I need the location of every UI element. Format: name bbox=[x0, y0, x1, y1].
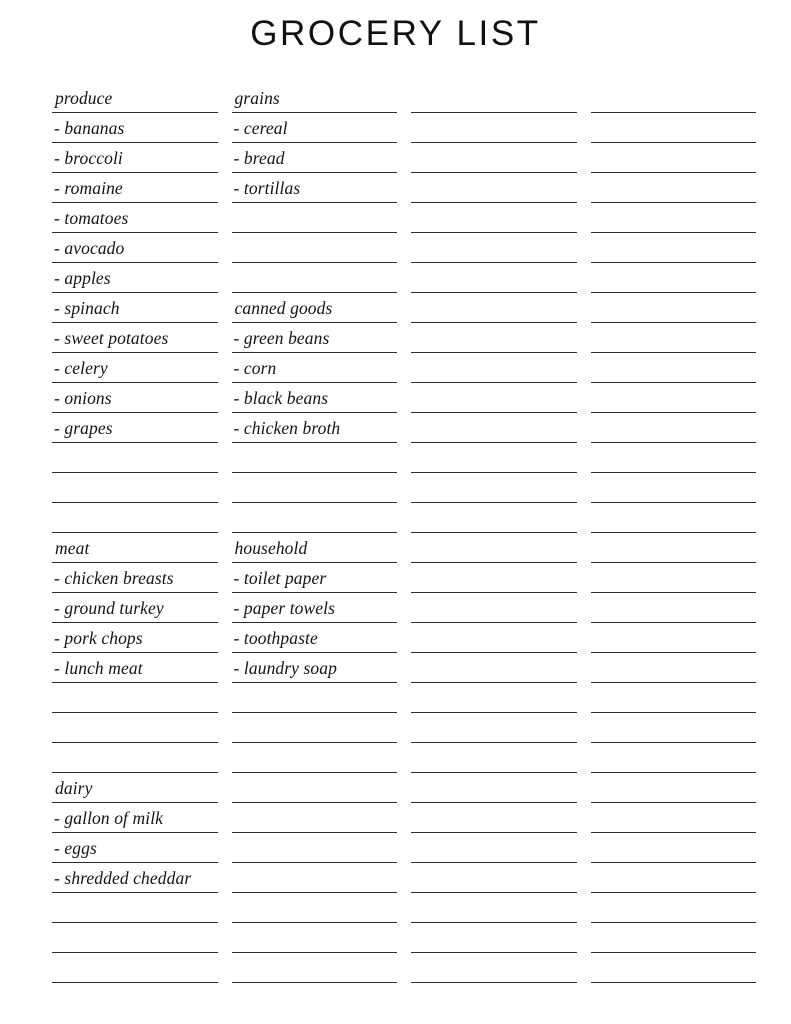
blank-line-row[interactable] bbox=[52, 923, 218, 953]
blank-line-row[interactable] bbox=[411, 413, 577, 443]
blank-line-row[interactable] bbox=[411, 563, 577, 593]
blank-line-row[interactable] bbox=[591, 323, 757, 353]
blank-line-row[interactable] bbox=[411, 383, 577, 413]
list-item-label: - tortillas bbox=[233, 178, 301, 198]
blank-line-row[interactable] bbox=[591, 83, 757, 113]
category-header-label: dairy bbox=[55, 778, 93, 798]
blank-line-row[interactable] bbox=[591, 653, 757, 683]
blank-line-row[interactable] bbox=[411, 323, 577, 353]
list-item-row[interactable] bbox=[232, 593, 398, 623]
list-item-row[interactable] bbox=[232, 143, 398, 173]
blank-line-row[interactable] bbox=[591, 473, 757, 503]
blank-line-row[interactable] bbox=[232, 743, 398, 773]
category-header-row[interactable] bbox=[232, 83, 398, 113]
blank-line-row[interactable] bbox=[411, 713, 577, 743]
page-title: GROCERY LIST bbox=[250, 14, 541, 53]
list-item-row[interactable] bbox=[232, 173, 398, 203]
list-item-label: - broccoli bbox=[54, 148, 123, 168]
list-item-row[interactable] bbox=[52, 113, 218, 143]
category-header-row[interactable] bbox=[232, 293, 398, 323]
blank-line-row[interactable] bbox=[591, 533, 757, 563]
list-item-label: - eggs bbox=[54, 838, 97, 858]
list-item-label: - ground turkey bbox=[54, 598, 164, 618]
category-header-row[interactable] bbox=[52, 773, 218, 803]
blank-line-row[interactable] bbox=[591, 863, 757, 893]
list-columns bbox=[52, 83, 756, 983]
column-4 bbox=[591, 83, 757, 983]
list-item-row[interactable] bbox=[232, 383, 398, 413]
blank-line-row[interactable] bbox=[411, 953, 577, 983]
blank-line-row[interactable] bbox=[411, 593, 577, 623]
blank-line-row[interactable] bbox=[232, 233, 398, 263]
list-item-row[interactable] bbox=[52, 623, 218, 653]
category-header-row[interactable] bbox=[52, 83, 218, 113]
list-item-row[interactable] bbox=[52, 803, 218, 833]
list-item-label: - black beans bbox=[233, 388, 329, 408]
blank-line-row[interactable] bbox=[591, 683, 757, 713]
list-item-row[interactable] bbox=[232, 113, 398, 143]
blank-line-row[interactable] bbox=[591, 803, 757, 833]
blank-line-row[interactable] bbox=[232, 713, 398, 743]
list-item-row[interactable] bbox=[52, 353, 218, 383]
list-item-label: - chicken broth bbox=[233, 418, 341, 438]
list-item-row[interactable] bbox=[232, 413, 398, 443]
blank-line-row[interactable] bbox=[411, 203, 577, 233]
list-item-row[interactable] bbox=[52, 203, 218, 233]
blank-line-row[interactable] bbox=[232, 833, 398, 863]
blank-line-row[interactable] bbox=[232, 863, 398, 893]
blank-line-row[interactable] bbox=[232, 953, 398, 983]
list-item-label: - cereal bbox=[233, 118, 288, 138]
blank-line-row[interactable] bbox=[411, 653, 577, 683]
list-item-row[interactable] bbox=[52, 833, 218, 863]
blank-line-row[interactable] bbox=[591, 713, 757, 743]
blank-line-row[interactable] bbox=[411, 293, 577, 323]
category-header-row[interactable] bbox=[232, 533, 398, 563]
blank-line-row[interactable] bbox=[411, 803, 577, 833]
blank-line-row[interactable] bbox=[411, 863, 577, 893]
blank-line-row[interactable] bbox=[591, 173, 757, 203]
list-item-row[interactable] bbox=[52, 323, 218, 353]
blank-line-row[interactable] bbox=[52, 683, 218, 713]
list-item-row[interactable] bbox=[52, 293, 218, 323]
blank-line-row[interactable] bbox=[232, 923, 398, 953]
blank-line-row[interactable] bbox=[591, 893, 757, 923]
list-item-label: - grapes bbox=[54, 418, 113, 438]
blank-line-row[interactable] bbox=[411, 83, 577, 113]
blank-line-row[interactable] bbox=[591, 743, 757, 773]
blank-line-row[interactable] bbox=[232, 473, 398, 503]
list-item-label: - sweet potatoes bbox=[54, 328, 169, 348]
list-item-row[interactable] bbox=[52, 863, 218, 893]
blank-line-row[interactable] bbox=[411, 113, 577, 143]
list-item-label: - apples bbox=[54, 268, 111, 288]
blank-line-row[interactable] bbox=[591, 593, 757, 623]
blank-line-row[interactable] bbox=[591, 413, 757, 443]
list-item-label: - lunch meat bbox=[54, 658, 143, 678]
list-item-row[interactable] bbox=[52, 263, 218, 293]
blank-line-row[interactable] bbox=[232, 683, 398, 713]
list-item-label: - shredded cheddar bbox=[54, 868, 192, 888]
blank-line-row[interactable] bbox=[52, 743, 218, 773]
blank-line-row[interactable] bbox=[411, 173, 577, 203]
blank-line-row[interactable] bbox=[411, 833, 577, 863]
blank-line-row[interactable] bbox=[411, 443, 577, 473]
list-item-label: - toilet paper bbox=[233, 568, 327, 588]
list-item-label: - bread bbox=[233, 148, 285, 168]
blank-line-row[interactable] bbox=[411, 473, 577, 503]
blank-line-row[interactable] bbox=[411, 773, 577, 803]
blank-line-row[interactable] bbox=[591, 143, 757, 173]
blank-line-row[interactable] bbox=[411, 503, 577, 533]
column-1 bbox=[52, 83, 218, 983]
blank-line-row[interactable] bbox=[52, 473, 218, 503]
list-item-row[interactable] bbox=[52, 563, 218, 593]
list-item-label: - bananas bbox=[54, 118, 125, 138]
blank-line-row[interactable] bbox=[411, 893, 577, 923]
list-item-row[interactable] bbox=[52, 233, 218, 263]
list-item-label: - celery bbox=[54, 358, 108, 378]
list-item-label: - green beans bbox=[233, 328, 330, 348]
blank-line-row[interactable] bbox=[591, 443, 757, 473]
list-item-row[interactable] bbox=[52, 593, 218, 623]
blank-line-row[interactable] bbox=[411, 533, 577, 563]
blank-line-row[interactable] bbox=[591, 563, 757, 593]
blank-line-row[interactable] bbox=[52, 893, 218, 923]
category-header-label: meat bbox=[55, 538, 90, 558]
blank-line-row[interactable] bbox=[591, 623, 757, 653]
list-item-label: - tomatoes bbox=[54, 208, 129, 228]
list-item-label: - onions bbox=[54, 388, 112, 408]
list-item-label: - gallon of milk bbox=[54, 808, 164, 828]
category-header-label: household bbox=[234, 538, 308, 558]
list-item-label: - romaine bbox=[54, 178, 123, 198]
blank-line-row[interactable] bbox=[232, 263, 398, 293]
list-item-label: - avocado bbox=[54, 238, 125, 258]
category-header-label: grains bbox=[234, 88, 280, 108]
list-item-label: - chicken breasts bbox=[54, 568, 174, 588]
list-item-row[interactable] bbox=[232, 323, 398, 353]
list-item-row[interactable] bbox=[232, 623, 398, 653]
list-item-label: - spinach bbox=[54, 298, 120, 318]
blank-line-row[interactable] bbox=[411, 143, 577, 173]
list-item-row[interactable] bbox=[52, 143, 218, 173]
blank-line-row[interactable] bbox=[411, 623, 577, 653]
list-item-label: - corn bbox=[233, 358, 277, 378]
blank-line-row[interactable] bbox=[591, 923, 757, 953]
category-header-label: canned goods bbox=[234, 298, 333, 318]
blank-line-row[interactable] bbox=[591, 953, 757, 983]
list-item-row[interactable] bbox=[232, 653, 398, 683]
list-item-label: - toothpaste bbox=[233, 628, 318, 648]
blank-line-row[interactable] bbox=[232, 803, 398, 833]
blank-line-row[interactable] bbox=[591, 263, 757, 293]
list-item-row[interactable] bbox=[232, 563, 398, 593]
list-item-row[interactable] bbox=[52, 413, 218, 443]
list-item-label: - paper towels bbox=[233, 598, 336, 618]
blank-line-row[interactable] bbox=[232, 503, 398, 533]
list-item-label: - laundry soap bbox=[233, 658, 337, 678]
column-3 bbox=[411, 83, 577, 983]
list-item-row[interactable] bbox=[52, 383, 218, 413]
blank-line-row[interactable] bbox=[591, 773, 757, 803]
list-item-row[interactable] bbox=[232, 353, 398, 383]
blank-line-row[interactable] bbox=[591, 203, 757, 233]
list-item-label: - pork chops bbox=[54, 628, 143, 648]
blank-line-row[interactable] bbox=[591, 233, 757, 263]
blank-line-row[interactable] bbox=[411, 233, 577, 263]
blank-line-row[interactable] bbox=[591, 353, 757, 383]
blank-line-row[interactable] bbox=[52, 443, 218, 473]
category-header-label: produce bbox=[55, 88, 113, 108]
blank-line-row[interactable] bbox=[411, 743, 577, 773]
blank-line-row[interactable] bbox=[232, 893, 398, 923]
column-2 bbox=[232, 83, 398, 983]
blank-line-row[interactable] bbox=[52, 713, 218, 743]
blank-line-row[interactable] bbox=[52, 503, 218, 533]
list-item-row[interactable] bbox=[52, 653, 218, 683]
blank-line-row[interactable] bbox=[591, 293, 757, 323]
blank-line-row[interactable] bbox=[52, 953, 218, 983]
blank-line-row[interactable] bbox=[591, 383, 757, 413]
blank-line-row[interactable] bbox=[411, 923, 577, 953]
blank-line-row[interactable] bbox=[411, 263, 577, 293]
list-item-row[interactable] bbox=[52, 173, 218, 203]
blank-line-row[interactable] bbox=[591, 833, 757, 863]
blank-line-row[interactable] bbox=[411, 683, 577, 713]
blank-line-row[interactable] bbox=[232, 203, 398, 233]
category-header-row[interactable] bbox=[52, 533, 218, 563]
blank-line-row[interactable] bbox=[591, 503, 757, 533]
blank-line-row[interactable] bbox=[232, 443, 398, 473]
blank-line-row[interactable] bbox=[591, 113, 757, 143]
blank-line-row[interactable] bbox=[232, 773, 398, 803]
blank-line-row[interactable] bbox=[411, 353, 577, 383]
